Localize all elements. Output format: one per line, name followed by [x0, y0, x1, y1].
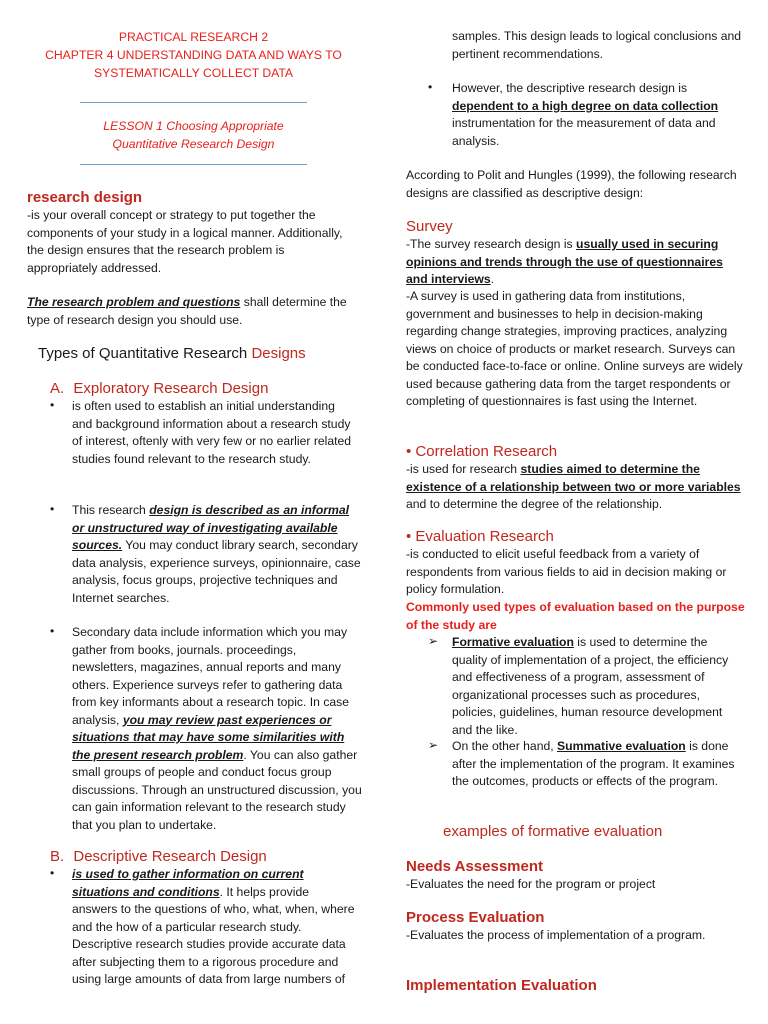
exploratory-bullet-1: is often used to establish an initial understanding and background information about a research study of interest, oftenly with very few or no earlier related studies found relevant to the research study. — [72, 399, 352, 466]
lesson-line-2: Quantitative Research Design — [112, 137, 275, 151]
lesson-line-1: LESSON 1 Choosing Appropriate — [103, 119, 284, 133]
correlation-heading: • Correlation Research — [406, 443, 558, 460]
summative-rest: is done after the implementation of the program. It examines the outcomes, products or effects of the program. — [452, 739, 735, 788]
formative-evaluation-item — [452, 634, 742, 739]
descriptive-heading — [50, 848, 267, 865]
evaluation-common-types: Commonly used types of evaluation based on the purpose of the study are — [406, 600, 745, 632]
survey-underlined: usually used in securing opinions and trends through the use of questionnaires and interviews — [406, 237, 723, 286]
b3-a: Secondary data include information which you may gather from books, journals. proceedings, newsletters, magazines, annual reports and many others. Experience surveys refer to gathering data from key informants about a research topic. In case analysis, — [72, 625, 350, 727]
evaluation-heading: • Evaluation Research — [406, 528, 554, 545]
chapter-title-cont: SYSTEMATICALLY COLLECT DATA — [93, 66, 294, 80]
types-heading-b: Designs — [251, 345, 306, 362]
process-evaluation-text: -Evaluates the process of implementation of a program. — [406, 928, 706, 942]
summative-evaluation-item — [452, 738, 742, 791]
exploratory-bullet-2 — [72, 502, 362, 607]
divider-bottom — [80, 164, 307, 165]
corr-rest: and to determine the degree of the relationship. — [406, 497, 663, 511]
desc-underlined: is used to gather information on current situations and conditions — [72, 867, 304, 899]
formative-rest: is used to determine the quality of implementation of a project, the efficiency and effectiveness of a program, assessment of organizational processes such as procedures, policies, guidelines, human resource development and the like. — [452, 635, 729, 737]
summative-underlined: Summative evaluation — [557, 739, 686, 753]
b2-rest: You may conduct library search, secondary data analysis, experience surveys, opinionnaire, case analysis, focus groups, projective techniques and Internet searches. — [72, 538, 361, 605]
desc2-a: However, the descriptive research design is — [452, 81, 688, 95]
descriptive-title: Descriptive Research Design — [73, 848, 267, 865]
summative-a: On the other hand, — [452, 739, 558, 753]
correlation-paragraph — [406, 461, 746, 514]
process-evaluation-heading: Process Evaluation — [406, 909, 545, 926]
implementation-evaluation-heading: Implementation Evaluation — [406, 977, 597, 994]
header-block — [40, 28, 347, 82]
b3-underlined: you may review past experiences or situations that may have some similarities with the present research problem — [72, 712, 345, 762]
desc-rest: . It helps provide answers to the questions of who, what, when, where and the how of a particular research study. Descriptive research studies provide accurate data after subjecting them to a rigorous procedure and using large amounts of data from large numbers of — [72, 884, 355, 986]
descriptive-bullet-1 — [72, 866, 357, 989]
needs-assessment-text: -Evaluates the need for the program or project — [406, 877, 656, 891]
descriptive-continuation: samples. This design leads to logical conclusions and pertinent recommendations. — [452, 29, 742, 61]
survey-p1-rest: . — [490, 272, 495, 286]
exploratory-marker: A. — [50, 380, 65, 397]
descriptive-marker: B. — [50, 848, 65, 865]
divider-top — [80, 102, 307, 103]
note-underlined: The research problem and questions — [27, 295, 241, 309]
corr-a: -is used for research — [406, 462, 521, 476]
b3-rest: . You can also gather small groups of people and conduct focus group discussions. Through an unstructured discussion, you can gain information relevant to the research study that you plan to undertake. — [72, 747, 362, 832]
exploratory-bullet-3 — [72, 624, 362, 834]
b2-underlined: design is described as an informal or unstructured way of investigating available sources. — [72, 503, 350, 552]
formative-examples-heading: examples of formative evaluation — [443, 823, 663, 840]
note-rest: shall determine the type of research design you should use. — [27, 295, 347, 327]
survey-p1-a: -The survey research design is — [406, 237, 577, 251]
desc2-underlined: dependent to a high degree on data collection — [452, 98, 719, 113]
bullet-icon: • — [50, 624, 55, 638]
chapter-title: CHAPTER 4 UNDERSTANDING DATA AND WAYS TO — [45, 48, 342, 62]
bullet-icon: • — [50, 502, 55, 516]
types-heading — [38, 345, 306, 362]
survey-paragraph-1 — [406, 236, 736, 289]
desc2-rest: instrumentation for the measurement of data and analysis. — [452, 116, 716, 148]
arrow-bullet-icon: ➢ — [428, 738, 439, 752]
research-design-note — [27, 294, 347, 329]
research-design-heading: research design — [27, 189, 143, 206]
types-heading-a: Types of Quantitative Research — [38, 345, 252, 362]
polit-paragraph: According to Polit and Hungles (1999), the following research designs are classified as descriptive design: — [406, 168, 737, 200]
evaluation-paragraph: -is conducted to elicit useful feedback from a variety of respondents from various fields to aid in decision making or policy formulation. — [406, 547, 727, 596]
exploratory-heading — [50, 380, 268, 397]
course-title: PRACTICAL RESEARCH 2 — [118, 30, 269, 44]
bullet-icon: • — [428, 80, 433, 94]
formative-underlined: Formative evaluation — [452, 635, 574, 649]
bullet-icon: • — [50, 866, 55, 880]
corr-underlined: studies aimed to determine the existence of a relationship between two or more variables — [406, 462, 741, 494]
descriptive-bullet-2 — [452, 80, 744, 150]
research-design-definition: -is your overall concept or strategy to put together the components of your study in a logical manner. Additionally, the design ensures that the research problem is appropriately addressed. — [27, 208, 343, 275]
lesson-title — [40, 117, 347, 153]
b2-a: This research — [72, 503, 150, 517]
exploratory-title: Exploratory Research Design — [73, 380, 269, 397]
needs-assessment-heading: Needs Assessment — [406, 858, 544, 875]
survey-paragraph-2: -A survey is used in gathering data from institutions, government and businesses to help in decision-making regarding change strategies, improving practices, analyzing views on choice of products or market research. Surveys can be conducted face-to-face or online. Online surveys are widely used because gathering data from the target respondents or completing of questionnaires is fast using the Internet. — [406, 289, 743, 408]
survey-heading: Survey — [406, 218, 453, 235]
bullet-icon: • — [50, 398, 55, 412]
arrow-bullet-icon: ➢ — [428, 634, 439, 648]
